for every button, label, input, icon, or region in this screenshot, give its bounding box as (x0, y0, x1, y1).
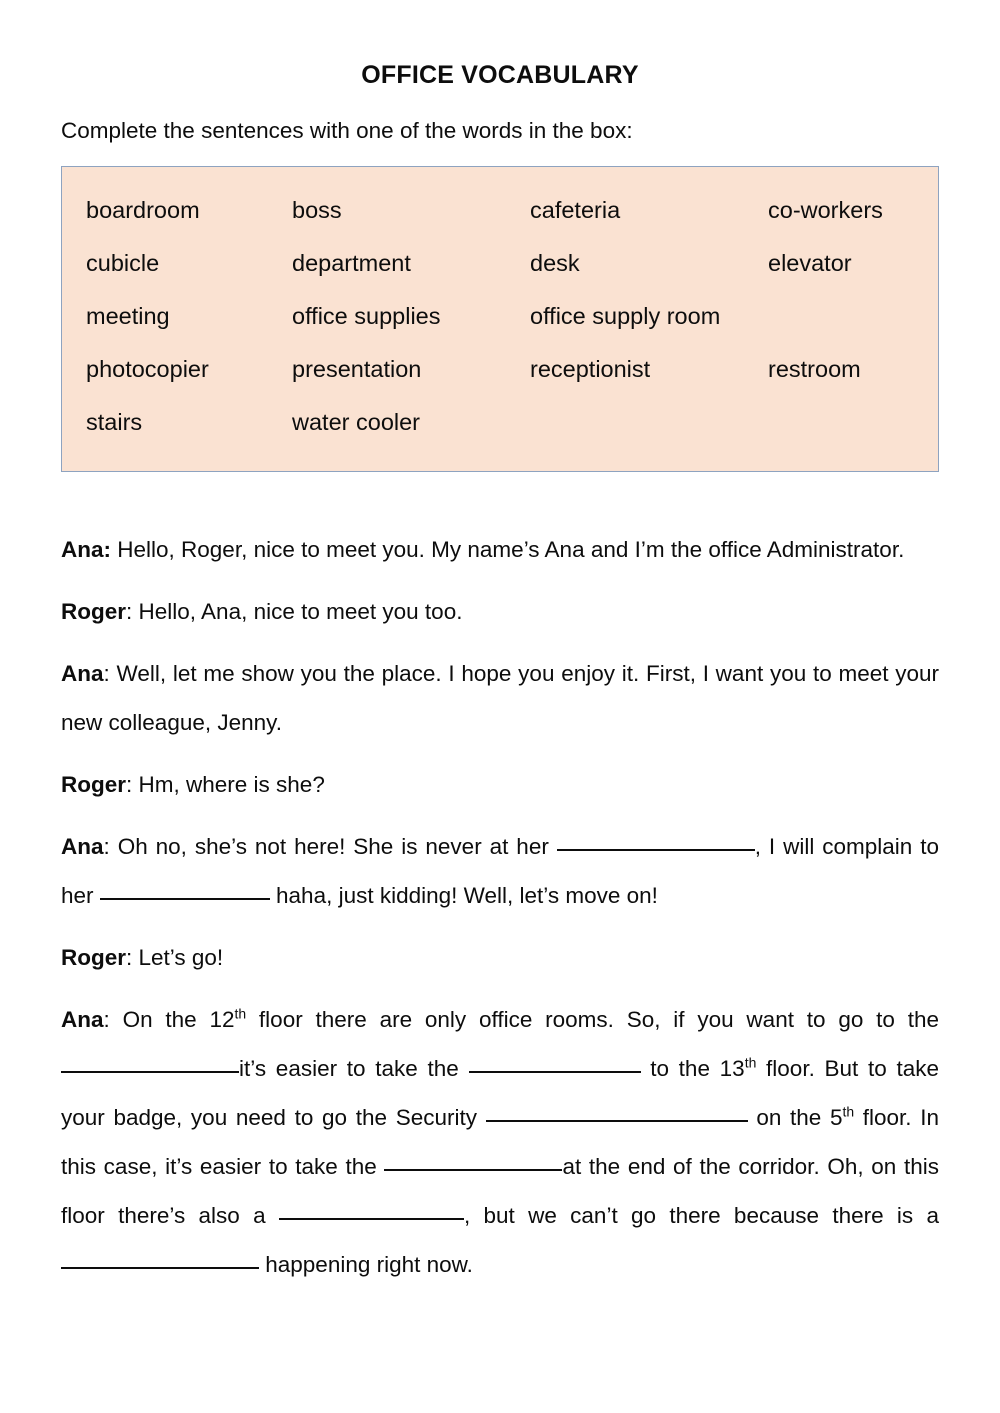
word-bank-item: desk (530, 250, 580, 277)
word-bank-item: water cooler (292, 409, 420, 436)
ordinal-suffix: th (234, 1005, 247, 1022)
dialogue-text: to the 13 (640, 1055, 745, 1081)
dialogue-text: on the 5 (747, 1104, 843, 1130)
word-bank-item: restroom (768, 356, 861, 383)
dialogue-text: : Hm, where is she? (126, 771, 325, 797)
word-bank-item: presentation (292, 356, 422, 383)
dialogue-section (61, 525, 939, 1302)
ordinal-suffix: th (842, 1103, 855, 1120)
dialogue-text: : Oh no, she’s not here! She is never at her (103, 833, 557, 859)
word-bank-item: co-workers (768, 197, 883, 224)
word-bank-item: receptionist (530, 356, 651, 383)
word-bank-row (62, 184, 938, 237)
answer-blank-5[interactable] (486, 1096, 748, 1122)
word-bank-item: office supplies (292, 303, 441, 330)
answer-blank-2[interactable] (100, 874, 270, 900)
word-bank-item: cafeteria (530, 197, 621, 224)
speaker-label: Ana (61, 660, 104, 686)
dialogue-text: floor there are only office rooms. So, if you want to go to the (246, 1006, 939, 1032)
word-bank-item: photocopier (86, 356, 209, 383)
word-bank-item: elevator (768, 250, 852, 277)
answer-blank-1[interactable] (557, 825, 755, 851)
dialogue-text: , but we can’t go there because there is a (463, 1202, 939, 1228)
dialogue-line-ana-1 (61, 525, 939, 587)
dialogue-text: haha, just kidding! Well, let’s move on! (269, 882, 658, 908)
answer-blank-6[interactable] (384, 1145, 562, 1171)
word-bank-row (62, 343, 938, 396)
speaker-label: Ana: (61, 536, 111, 562)
answer-blank-4[interactable] (469, 1047, 641, 1073)
dialogue-text: : On the 12 (103, 1006, 235, 1032)
word-bank-item: stairs (86, 409, 143, 436)
speaker-label: Roger (61, 944, 127, 970)
word-bank-row (62, 290, 938, 343)
dialogue-text: : Well, let me show you the place. I hope you enjoy it. First, I want you to meet your new colleague, Jenny. (61, 660, 939, 735)
dialogue-text: floor. But to take your badge, you need to go the Security (61, 1055, 940, 1130)
dialogue-line-roger-2 (61, 760, 939, 822)
word-bank-item: office supply room (530, 303, 721, 330)
word-bank-row (62, 237, 938, 290)
dialogue-line-roger-1 (61, 587, 939, 649)
dialogue-line-ana-3 (61, 822, 939, 933)
answer-blank-8[interactable] (61, 1243, 259, 1269)
word-bank-item: boss (292, 197, 342, 224)
word-bank-item: department (292, 250, 411, 277)
word-bank-item: meeting (86, 303, 170, 330)
speaker-label: Roger (61, 598, 127, 624)
page-title: OFFICE VOCABULARY (361, 61, 639, 89)
speaker-label: Ana (61, 1006, 104, 1032)
word-bank-row (62, 396, 938, 449)
speaker-label: Roger (61, 771, 127, 797)
dialogue-text: : Hello, Ana, nice to meet you too. (126, 598, 463, 624)
word-bank-item: cubicle (86, 250, 160, 277)
answer-blank-3[interactable] (61, 1047, 239, 1073)
instruction-text: Complete the sentences with one of the words in the box: (61, 117, 633, 143)
dialogue-text: floor. In this case, it’s easier to take the (61, 1104, 939, 1179)
dialogue-line-ana-2 (61, 649, 939, 760)
word-bank-item: boardroom (86, 197, 200, 224)
speaker-label: Ana (61, 833, 104, 859)
ordinal-suffix: th (744, 1054, 757, 1071)
dialogue-text: it’s easier to take the (239, 1055, 469, 1081)
dialogue-line-roger-3 (61, 933, 939, 995)
answer-blank-7[interactable] (279, 1194, 464, 1220)
dialogue-line-ana-4 (61, 995, 939, 1302)
word-bank-box (61, 166, 939, 472)
dialogue-text: Hello, Roger, nice to meet you. My name’s Ana and I’m the office Administrator. (111, 536, 905, 562)
dialogue-text: happening right now. (259, 1251, 473, 1277)
dialogue-text: : Let’s go! (126, 944, 224, 970)
dialogue-text: at the end of the corridor. Oh, on this floor there’s also a (61, 1153, 940, 1228)
dialogue-text: , I will complain to her (61, 833, 939, 908)
